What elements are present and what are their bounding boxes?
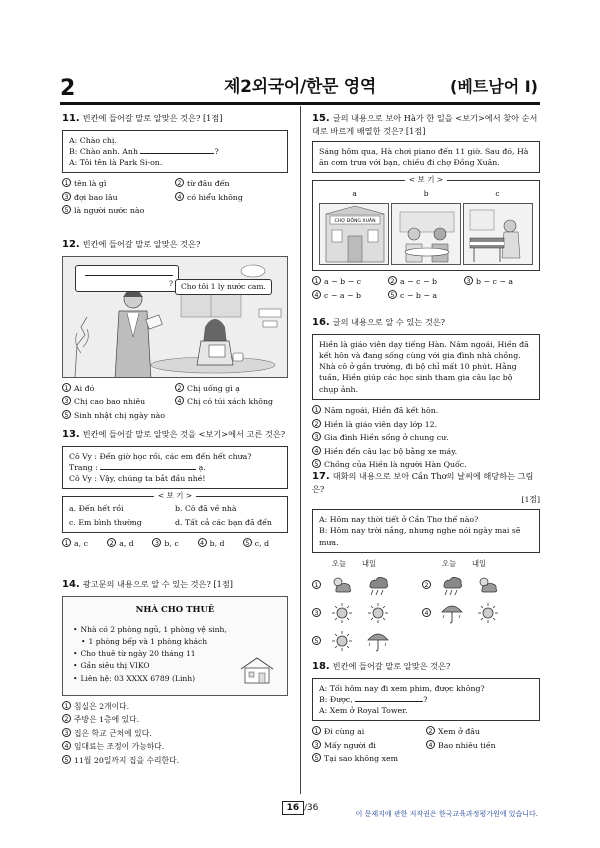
q16-text-box: Hiền là giáo viên dạy tiếng Hàn. Năm ngoái, Hiền đã kết hôn và đang sống cùng với gia đình nhà chồng. Nhà cô ở gần trường, đi bộ chỉ mất 10 phút. Hằng tuần, Hiền giúp các học sinh tham gia câu lạc bộ chụp ảnh.: [312, 334, 540, 400]
cloud-sun-icon: [330, 574, 354, 596]
footer-copyright: 이 문제지에 관한 저작권은 한국교육과정평가원에 있습니다.: [355, 810, 538, 818]
q18-choice-1[interactable]: 1 Đi cùng ai: [312, 726, 426, 738]
pic-c-piano: [463, 203, 533, 265]
q18-choices: [312, 726, 540, 765]
rain-icon: [366, 574, 390, 596]
q13-choices: [62, 538, 288, 550]
q18-choice-5[interactable]: 5 Tại sao không xem: [312, 753, 426, 765]
header-title: 제2외국어/한문 영역: [223, 77, 377, 97]
rain-icon: [440, 574, 464, 596]
ad-title: NHÀ CHO THUÊ: [135, 604, 215, 615]
question-18: [312, 660, 540, 765]
question-11: [62, 112, 288, 217]
q18-prompt: 빈칸에 들어갈 말로 알맞은 것은?: [332, 661, 451, 671]
q11-dialog-box: A: Chào chị. B: Chào anh. Anh ? A: Tôi tên là Park Si-on.: [62, 130, 288, 174]
q12-choice-2[interactable]: 2 Chị uống gì ạ: [175, 383, 288, 395]
q15-prompt: 글의 내용으로 보아 Hà가 한 일을 <보기>에서 찾아 순서대로 바르게 배열한 것은? [1점]: [312, 113, 538, 136]
q15-choices: [312, 276, 540, 301]
q12-question-bubble: ?: [75, 265, 179, 292]
q14-choice-3[interactable]: 3 집은 학교 근처에 있다.: [62, 728, 288, 740]
q12-choice-1[interactable]: 1 Ai đó: [62, 383, 175, 395]
q12-number: 12.: [62, 239, 80, 250]
q14-number: 14.: [62, 579, 80, 590]
q17-choice-4[interactable]: 4: [422, 602, 532, 624]
q11-choice-2[interactable]: 2 từ đâu đến: [175, 178, 288, 190]
q13-choice-2[interactable]: 2 a, d: [107, 538, 152, 550]
question-14: [62, 578, 288, 766]
q16-choice-3[interactable]: 3 Gia đình Hiền sống ở chung cư.: [312, 432, 540, 444]
q13-choice-5[interactable]: 5 c, d: [243, 538, 288, 550]
q16-prompt: 글의 내용으로 알 수 있는 것은?: [332, 317, 446, 327]
q14-choice-2[interactable]: 2 주방은 1층에 있다.: [62, 714, 288, 726]
q16-choices: [312, 405, 540, 471]
q15-choice-3[interactable]: 3 b − c − a: [464, 276, 540, 288]
pic-label-c: c: [495, 189, 500, 199]
q13-choice-3[interactable]: 3 b, c: [152, 538, 197, 550]
header-rule: [60, 102, 540, 105]
question-13: [62, 428, 288, 550]
q18-choice-4[interactable]: 4 Bao nhiêu tiền: [426, 740, 540, 752]
q16-choice-4[interactable]: 4 Hiền đến câu lạc bộ bằng xe máy.: [312, 446, 540, 458]
umbrella-icon: [366, 630, 390, 652]
sun-icon: [366, 602, 390, 624]
q17-prompt: 대화의 내용으로 보아 Cần Thơ의 날씨에 해당하는 그림은?: [312, 471, 534, 494]
question-17: [312, 470, 540, 655]
q13-choice-1[interactable]: 1 a, c: [62, 538, 107, 550]
q12-answer-bubble: Cho tôi 1 ly nước cam.: [175, 279, 272, 295]
pic-a-market: [319, 203, 389, 265]
cloud-sun-icon: [476, 574, 500, 596]
q11-blank: [140, 146, 214, 154]
q18-dialog-box: A: Tối hôm nay đi xem phim, được không? B: Được, ? A: Xem ở Royal Tower.: [312, 678, 540, 722]
ad-details: • Nhà có 2 phòng ngủ, 1 phòng vệ sinh, • 1 phòng bếp và 1 phòng khách • Cho thuê từ ngày 20 tháng 11 • Gần siêu thị VIKO • Liên hệ: 03 XXXX 6789 (Linh): [73, 624, 277, 685]
pic-label-a: a: [352, 189, 357, 199]
q12-choice-3[interactable]: 3 Chị cao bao nhiêu: [62, 396, 175, 408]
q17-choice-2[interactable]: 2: [422, 574, 532, 596]
q15-choice-4[interactable]: 4 c − a − b: [312, 290, 388, 302]
q13-choice-4[interactable]: 4 b, d: [198, 538, 243, 550]
q11-line-a: A: Chào chị.: [69, 135, 117, 145]
q11-line-b: B: Chào anh. Anh: [69, 146, 138, 156]
q15-choice-5[interactable]: 5 c − b − a: [388, 290, 464, 302]
q18-number: 18.: [312, 661, 330, 672]
q17-dialog-box: A: Hôm nay thời tiết ở Cần Thơ thế nào? B: Hôm nay trời nắng, nhưng nghe nói ngày mai sẽ mưa.: [312, 509, 540, 553]
sun-icon: [330, 630, 354, 652]
q14-choice-4[interactable]: 4 임대료는 조정이 가능하다.: [62, 741, 288, 753]
q14-rental-ad: [62, 596, 288, 696]
q11-choice-5[interactable]: 5 là người nước nào: [62, 205, 175, 217]
header-subject: (베트남어 I): [450, 77, 538, 96]
q13-blank: [100, 462, 196, 470]
footer-page: 16: [282, 801, 305, 815]
q12-cafe-illustration: [62, 256, 288, 378]
q18-blank: [355, 694, 423, 702]
q13-dialog-box: Cô Vy : Đến giờ học rồi, các em đến hết chưa? Trang : ạ. Cô Vy : Vậy, chúng ta bắt đầu nhé!: [62, 446, 288, 490]
q15-number: 15.: [312, 113, 330, 124]
q17-number: 17.: [312, 471, 330, 482]
q11-choice-1[interactable]: 1 tên là gì: [62, 178, 175, 190]
q12-choice-5[interactable]: 5 Sinh nhật chị ngày nào: [62, 410, 175, 422]
q14-prompt: 광고문의 내용으로 알 수 있는 것은? [1점]: [82, 579, 233, 589]
question-15: [312, 112, 540, 301]
q14-choice-5[interactable]: 5 11월 20일까지 집을 수리한다.: [62, 755, 288, 767]
pic-label-b: b: [423, 189, 429, 199]
market-sign: CHỢ ĐỒNG XUÂN: [334, 219, 376, 225]
q11-choices: [62, 178, 288, 217]
umbrella-icon: [440, 602, 464, 624]
q15-bogi-box: < 보 기 > a b c CHỢ ĐỒNG XUÂN: [312, 180, 540, 271]
q17-choice-1[interactable]: 1: [312, 574, 422, 596]
question-12: [62, 238, 288, 421]
q13-prompt: 빈칸에 들어갈 말로 알맞은 것을 <보기>에서 고른 것은?: [82, 429, 286, 439]
question-16: [312, 316, 540, 471]
q12-choices: [62, 383, 288, 422]
q11-line-a2: A: Tôi tên là Park Si-on.: [69, 158, 163, 168]
house-icon: [239, 655, 275, 685]
q16-choice-5[interactable]: 5 Chồng của Hiền là người Hàn Quốc.: [312, 459, 540, 471]
footer-page-indicator: 16 /36: [268, 801, 332, 815]
q12-prompt: 빈칸에 들어갈 말로 알맞은 것은?: [82, 239, 201, 249]
q11-number: 11.: [62, 113, 80, 124]
sun-icon: [476, 602, 500, 624]
pic-b-lunch: [391, 203, 461, 265]
q16-choice-1[interactable]: 1 Năm ngoái, Hiền đã kết hôn.: [312, 405, 540, 417]
q13-bogi-box: < 보 기 > a. Đến hết rồi b. Cô đã về nhà c. Em bình thường d. Tất cả các bạn đã đến: [62, 496, 288, 533]
q11-prompt: 빈칸에 들어갈 말로 알맞은 것은? [1점]: [82, 113, 223, 123]
q12-choice-4[interactable]: 4 Chị có túi xách không: [175, 396, 288, 408]
footer-total: 36: [306, 803, 319, 813]
q11-choice-4[interactable]: 4 có hiểu không: [175, 192, 288, 204]
q17-weather-options: 오늘 내일 오늘 내일 1 2 3 4 5: [312, 559, 540, 655]
q15-choice-2[interactable]: 2 a − c − b: [388, 276, 464, 288]
q18-choice-2[interactable]: 2 Xem ở đâu: [426, 726, 540, 738]
q13-number: 13.: [62, 429, 80, 440]
q14-choices: [62, 701, 288, 767]
q16-choice-2[interactable]: 2 Hiền là giáo viên dạy lớp 12.: [312, 419, 540, 431]
q15-text-box: Sáng hôm qua, Hà chơi piano đến 11 giờ. Sau đó, Hà ăn cơm trưa với bạn, chiều đi chợ Đồng Xuân.: [312, 141, 540, 174]
q14-choice-1[interactable]: 1 침실은 2개이다.: [62, 701, 288, 713]
header-page-number: 2: [60, 76, 76, 101]
column-divider: [300, 106, 301, 794]
q18-choice-3[interactable]: 3 Mấy người đi: [312, 740, 426, 752]
sun-icon: [330, 602, 354, 624]
q15-choice-1[interactable]: 1 a − b − c: [312, 276, 388, 288]
q17-points: [1점]: [521, 494, 540, 504]
q17-choice-5[interactable]: 5: [312, 630, 422, 652]
q11-choice-3[interactable]: 3 đợi bao lâu: [62, 192, 175, 204]
q17-choice-3[interactable]: 3: [312, 602, 422, 624]
q16-number: 16.: [312, 317, 330, 328]
